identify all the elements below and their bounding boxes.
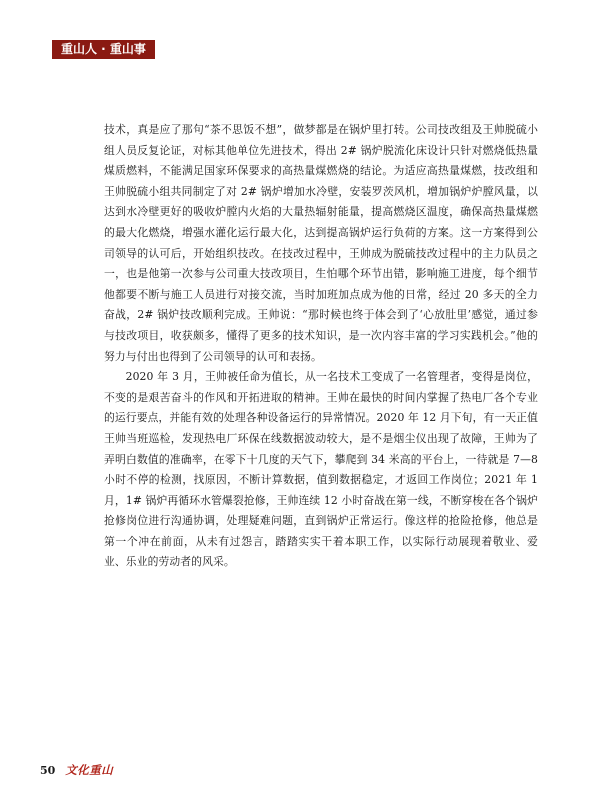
page-footer: [40, 760, 113, 780]
section-title: 重山人 · 重山事: [61, 42, 146, 56]
article-body: [104, 120, 538, 573]
article-paragraph-1: 技术，真是应了那句“茶不思饭不想”，做梦都是在锅炉里打转。公司技改组及王帅脱硫小组人员反复论证，对标其他单位先进技术，得出 2# 锅炉脱流化床设计只针对燃烧低热量煤质燃料，不能满足国家环保要求的高热量煤燃烧的结论。为适应高热量煤燃，技改组和王帅脱硫小组共同制定了对 2# 锅炉增加水冷壁，安装罗茨风机，增加锅炉炉膛风量，以达到水冷壁更好的吸收炉膛内火焰的大量热辐射能量，提高燃烧区温度，确保高热量煤燃的最大化燃烧，增强水灌化运行最大化，达到提高锅炉运行负荷的方案。这一方案得到公司领导的认可后，开始组织技改。在技改过程中，王帅成为脱硫技改过程中的主力队员之一，也是他第一次参与公司重大技改项目，生怕哪个环节出错，影响施工进度，每个细节他都要不断与施工人员进行对接交流，当时加班加点成为他的日常，经过 20 多天的全力奋战，2# 锅炉技改顺利完成。王帅说：“那时候也终于体会到了‘心放肚里’感觉，通过参与技改项目，收获颇多，懂得了更多的技术知识，是一次内容丰富的学习实践机会。”他的努力与付出也得到了公司领导的认可和表扬。: [104, 123, 538, 363]
page-number: 50: [40, 763, 56, 777]
section-header-tab: [52, 40, 155, 59]
article-paragraph-2: 2020 年 3 月，王帅被任命为值长，从一名技术工变成了一名管理者，变得是岗位，不变的是艰苦奋斗的作风和开拓进取的精神。王帅在最快的时间内掌握了热电厂各个专业的运行要点，并能有效的处理各种设备运行的异常情况。2020 年 12 月下旬，有一天正值王帅当班巡检，发现热电厂环保在线数据波动较大，是不是烟尘仪出现了故障，王帅为了弄明白数值的准确率，在零下十几度的天气下，攀爬到 34 米高的平台上，一待就是 7—8 小时不停的检测，找原因，不断计算数据，值到数据稳定，才返回工作岗位；2021 年 1 月，1# 锅炉再循环水管爆裂抢修，王帅连续 12 小时奋战在第一线，不断穿梭在各个锅炉抢修岗位进行沟通协调，处理疑难问题，直到锅炉正常运行。像这样的抢险抢修，他总是第一个冲在前面，从未有过怨言，踏踏实实干着本职工作，以实际行动展现着敬业、爱业、乐业的劳动者的风采。: [104, 370, 538, 569]
magazine-logo: 文化重山: [65, 763, 114, 777]
